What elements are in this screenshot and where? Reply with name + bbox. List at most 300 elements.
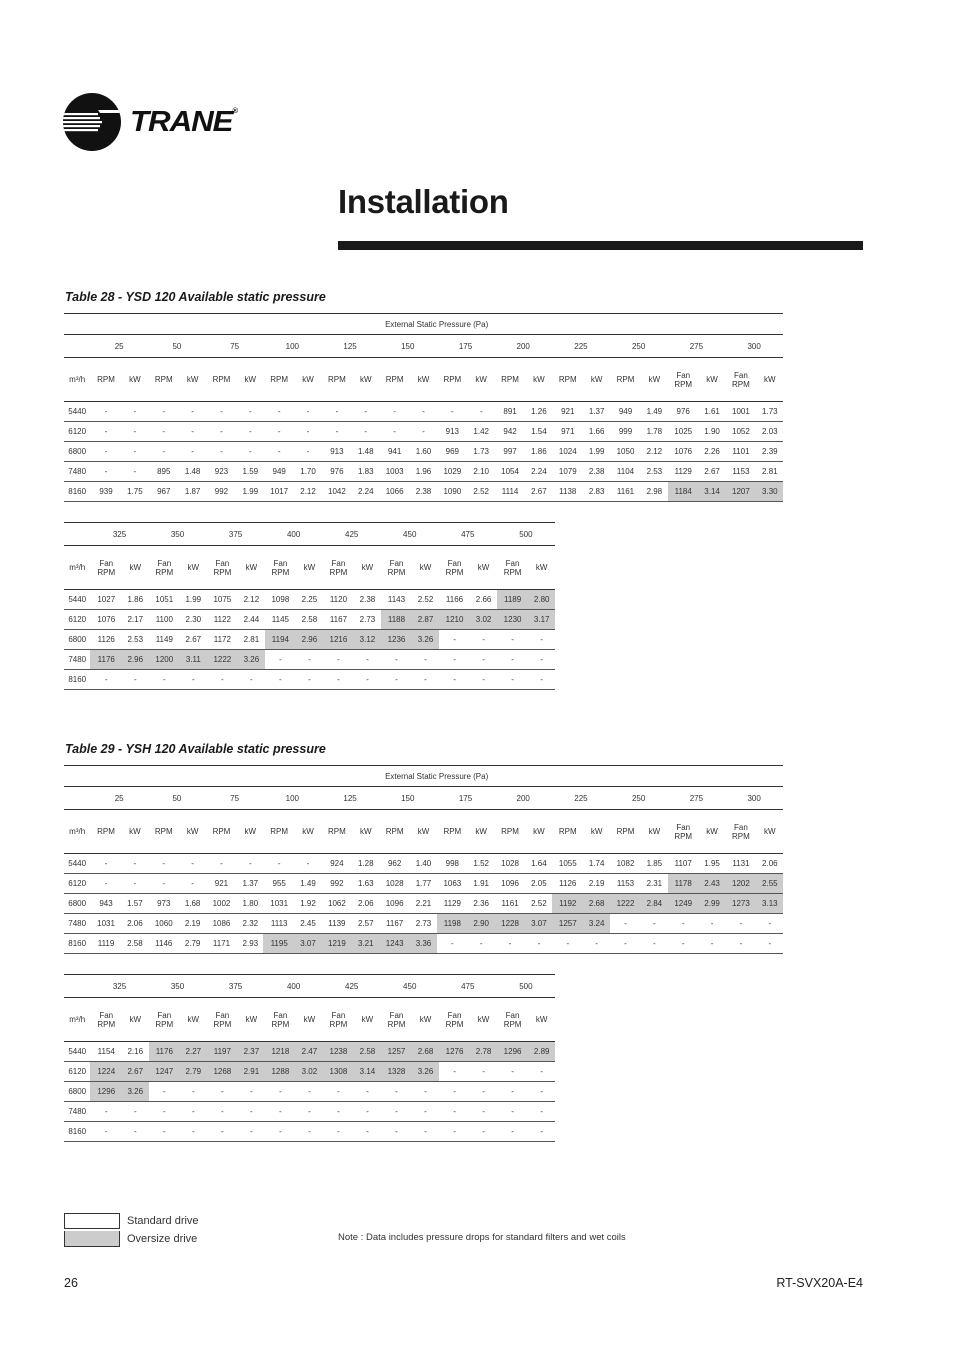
table-row xyxy=(64,482,783,502)
kw-cell: - xyxy=(122,854,148,874)
rpm-label-text: RPM xyxy=(213,567,232,577)
kw-cell: - xyxy=(583,934,609,954)
rpm-cell: 967 xyxy=(148,482,179,502)
fan-label: Fan xyxy=(389,1010,404,1020)
kw-cell: - xyxy=(296,670,322,690)
kw-cell: - xyxy=(295,402,321,422)
rpm-cell: - xyxy=(725,934,756,954)
rpm-cell: 913 xyxy=(437,422,468,442)
rpm-cell: 1098 xyxy=(265,590,297,610)
kw-cell: - xyxy=(470,650,496,670)
rpm-cell: - xyxy=(265,670,297,690)
pressure-label: 425 xyxy=(323,975,381,998)
rpm-cell: 1002 xyxy=(206,894,237,914)
kw-cell: 2.03 xyxy=(757,422,783,442)
kw-cell: 1.52 xyxy=(468,854,494,874)
pressure-label: 50 xyxy=(148,787,206,810)
kw-cell: 3.26 xyxy=(412,1062,438,1082)
pressure-label: 375 xyxy=(207,975,265,998)
kw-label: kW xyxy=(180,998,206,1042)
rpm-cell: - xyxy=(323,650,355,670)
rpm-cell: 941 xyxy=(379,442,410,462)
pressure-label: 150 xyxy=(379,335,437,358)
rpm-cell: - xyxy=(90,422,121,442)
header-spacer xyxy=(64,787,90,810)
rpm-cell: 1003 xyxy=(379,462,410,482)
rpm-cell: 1224 xyxy=(90,1062,122,1082)
kw-cell: 1.70 xyxy=(295,462,321,482)
kw-cell: 1.49 xyxy=(641,402,667,422)
rpm-label: RPM xyxy=(610,810,641,854)
rpm-label-text: RPM xyxy=(155,567,174,577)
rpm-cell: 1122 xyxy=(207,610,239,630)
rpm-cell: - xyxy=(148,442,179,462)
rpm-cell: 921 xyxy=(552,402,583,422)
pressure-header-row xyxy=(64,975,555,998)
rpm-cell: - xyxy=(439,630,471,650)
kw-cell: 2.27 xyxy=(180,1042,206,1062)
kw-cell: 2.55 xyxy=(757,874,783,894)
header-spacer xyxy=(64,335,90,358)
kw-label: kW xyxy=(528,998,555,1042)
kw-cell: - xyxy=(412,1082,438,1102)
fan-label: Fan xyxy=(157,1010,172,1020)
document-code: RT-SVX20A-E4 xyxy=(776,1276,863,1290)
kw-cell: - xyxy=(122,1102,148,1122)
pressure-label: 400 xyxy=(265,523,323,546)
kw-label: kW xyxy=(353,358,379,402)
rpm-cell: 1031 xyxy=(90,914,121,934)
rpm-cell: 1001 xyxy=(725,402,756,422)
kw-cell: - xyxy=(699,914,725,934)
kw-cell: 2.44 xyxy=(238,610,264,630)
rpm-cell: 1113 xyxy=(263,914,294,934)
pressure-label: 225 xyxy=(552,335,610,358)
pressure-header-row xyxy=(64,523,555,546)
rpm-cell: 1143 xyxy=(381,590,413,610)
kw-label: kW xyxy=(583,810,609,854)
rpm-cell: 949 xyxy=(610,402,641,422)
kw-cell: - xyxy=(354,1082,380,1102)
rpm-cell: 1075 xyxy=(207,590,239,610)
airflow-cell: 6800 xyxy=(64,630,90,650)
table-row xyxy=(64,590,555,610)
rpm-label xyxy=(149,998,181,1042)
rpm-cell: - xyxy=(207,1082,239,1102)
table-row xyxy=(64,1042,555,1062)
kw-cell: - xyxy=(295,422,321,442)
kw-cell: 2.73 xyxy=(354,610,380,630)
fan-label: Fan xyxy=(389,558,404,568)
rpm-label-text: RPM xyxy=(271,567,290,577)
kw-cell: - xyxy=(122,422,148,442)
kw-cell: 3.02 xyxy=(470,610,496,630)
rpm-cell: 1120 xyxy=(323,590,355,610)
rpm-label xyxy=(149,546,181,590)
kw-cell: 3.11 xyxy=(180,650,206,670)
rpm-label xyxy=(725,810,756,854)
esp-header-row xyxy=(64,314,783,335)
rpm-label-text: RPM xyxy=(503,1019,522,1029)
header-spacer xyxy=(64,523,90,546)
fan-label: Fan xyxy=(273,1010,288,1020)
kw-cell: 2.37 xyxy=(238,1042,264,1062)
kw-cell: 1.78 xyxy=(641,422,667,442)
rpm-cell: 1171 xyxy=(206,934,237,954)
airflow-unit-label: m³/h xyxy=(64,546,90,590)
kw-cell: 2.05 xyxy=(526,874,552,894)
airflow-cell: 7480 xyxy=(64,462,90,482)
table-28-part-2 xyxy=(64,522,555,690)
table-row xyxy=(64,1062,555,1082)
kw-cell: 2.06 xyxy=(757,854,783,874)
kw-label: kW xyxy=(412,998,438,1042)
rpm-label: RPM xyxy=(321,810,352,854)
kw-cell: - xyxy=(237,422,263,442)
rpm-label xyxy=(90,546,122,590)
rpm-cell: - xyxy=(207,670,239,690)
kw-cell: 1.57 xyxy=(122,894,148,914)
kw-label: kW xyxy=(699,810,725,854)
rpm-label: RPM xyxy=(379,358,410,402)
rpm-label: RPM xyxy=(206,358,237,402)
rpm-cell: - xyxy=(439,1062,471,1082)
rpm-label-text: RPM xyxy=(329,1019,348,1029)
rpm-label-text: RPM xyxy=(97,1019,116,1029)
kw-cell: 2.47 xyxy=(296,1042,322,1062)
kw-cell: 3.30 xyxy=(757,482,783,502)
kw-cell: - xyxy=(412,1122,438,1142)
airflow-cell: 6800 xyxy=(64,894,90,914)
rpm-cell: 992 xyxy=(321,874,352,894)
rpm-label-text: RPM xyxy=(674,831,693,841)
rpm-cell: - xyxy=(90,874,121,894)
kw-cell: 2.58 xyxy=(122,934,148,954)
rpm-cell: 939 xyxy=(90,482,121,502)
kw-label: kW xyxy=(295,358,321,402)
kw-cell: 2.19 xyxy=(179,914,205,934)
kw-cell: 1.28 xyxy=(353,854,379,874)
rpm-cell: - xyxy=(148,402,179,422)
rpm-cell: - xyxy=(497,1062,529,1082)
rpm-cell: 943 xyxy=(90,894,121,914)
rpm-cell: 1031 xyxy=(263,894,294,914)
kw-cell: 2.36 xyxy=(468,894,494,914)
fan-label: Fan xyxy=(331,1010,346,1020)
airflow-cell: 6800 xyxy=(64,442,90,462)
legend-label: Standard drive xyxy=(127,1215,199,1227)
rpm-cell: - xyxy=(439,1082,471,1102)
pressure-label: 150 xyxy=(379,787,437,810)
rpm-cell: 1042 xyxy=(321,482,352,502)
rpm-cell: - xyxy=(207,1122,239,1142)
kw-cell: 3.14 xyxy=(699,482,725,502)
kw-cell: - xyxy=(237,854,263,874)
kw-cell: - xyxy=(470,1082,496,1102)
kw-cell: 2.06 xyxy=(122,914,148,934)
fan-label: Fan xyxy=(734,822,748,832)
kw-cell: - xyxy=(470,670,496,690)
rpm-cell: 1172 xyxy=(207,630,239,650)
kw-cell: 2.99 xyxy=(699,894,725,914)
rpm-cell: 962 xyxy=(379,854,410,874)
kw-cell: 3.21 xyxy=(353,934,379,954)
rpm-cell: 1216 xyxy=(323,630,355,650)
airflow-cell: 6120 xyxy=(64,1062,90,1082)
kw-cell: - xyxy=(122,442,148,462)
rpm-cell: 1222 xyxy=(610,894,641,914)
rpm-cell: 1243 xyxy=(379,934,410,954)
rpm-cell: 924 xyxy=(321,854,352,874)
rpm-cell: 1153 xyxy=(725,462,756,482)
kw-cell: 1.37 xyxy=(237,874,263,894)
rpm-cell: 1076 xyxy=(668,442,699,462)
rpm-cell: 955 xyxy=(263,874,294,894)
kw-cell: 1.90 xyxy=(699,422,725,442)
kw-cell: - xyxy=(180,1122,206,1142)
kw-cell: 3.13 xyxy=(757,894,783,914)
rpm-cell: 923 xyxy=(206,462,237,482)
kw-label: kW xyxy=(122,810,148,854)
kw-label: kW xyxy=(410,810,436,854)
kw-cell: 2.52 xyxy=(526,894,552,914)
kw-label: kW xyxy=(641,358,667,402)
rpm-label: RPM xyxy=(437,810,468,854)
header-spacer xyxy=(64,766,90,787)
kw-label: kW xyxy=(470,546,496,590)
kw-cell: 2.58 xyxy=(354,1042,380,1062)
kw-cell: 1.74 xyxy=(583,854,609,874)
rpm-label: RPM xyxy=(610,358,641,402)
rpm-cell: - xyxy=(725,914,756,934)
rpm-cell: - xyxy=(148,854,179,874)
trane-emblem-icon xyxy=(62,92,122,152)
rpm-cell: - xyxy=(148,422,179,442)
rpm-cell: 1096 xyxy=(379,894,410,914)
kw-label: kW xyxy=(757,810,783,854)
kw-label: kW xyxy=(468,358,494,402)
rpm-cell: 1296 xyxy=(90,1082,122,1102)
kw-cell: - xyxy=(179,854,205,874)
rpm-cell: 913 xyxy=(321,442,352,462)
table-row xyxy=(64,650,555,670)
rpm-label xyxy=(668,810,699,854)
airflow-cell: 6800 xyxy=(64,1082,90,1102)
rpm-cell: 1076 xyxy=(90,610,122,630)
kw-cell: 2.68 xyxy=(583,894,609,914)
rpm-cell: 1257 xyxy=(552,914,583,934)
unit-header-row xyxy=(64,546,555,590)
rpm-cell: - xyxy=(497,1082,529,1102)
rpm-cell: - xyxy=(265,1122,297,1142)
kw-cell: - xyxy=(641,914,667,934)
kw-cell: 2.87 xyxy=(412,610,438,630)
fan-label: Fan xyxy=(331,558,346,568)
kw-cell: 3.14 xyxy=(354,1062,380,1082)
pressure-label: 350 xyxy=(149,975,207,998)
kw-label: kW xyxy=(528,546,555,590)
table-row xyxy=(64,1102,555,1122)
kw-cell: - xyxy=(238,1082,264,1102)
rpm-label: RPM xyxy=(263,810,294,854)
table-row xyxy=(64,670,555,690)
rpm-cell: 1167 xyxy=(379,914,410,934)
esp-header-row xyxy=(64,766,783,787)
standard-drive-swatch xyxy=(64,1213,120,1229)
rpm-cell: 1129 xyxy=(437,894,468,914)
kw-cell: - xyxy=(528,1082,555,1102)
kw-cell: - xyxy=(238,1122,264,1142)
kw-cell: 2.78 xyxy=(470,1042,496,1062)
kw-cell: 2.66 xyxy=(470,590,496,610)
kw-cell: - xyxy=(757,934,783,954)
kw-cell: - xyxy=(354,650,380,670)
pressure-label: 175 xyxy=(437,335,495,358)
rpm-cell: 1176 xyxy=(90,650,122,670)
rpm-label xyxy=(207,546,239,590)
rpm-label xyxy=(439,998,471,1042)
rpm-cell: 1050 xyxy=(610,442,641,462)
kw-label: kW xyxy=(526,358,552,402)
kw-cell: 3.24 xyxy=(583,914,609,934)
rpm-label xyxy=(381,998,413,1042)
pressure-label: 25 xyxy=(90,335,148,358)
rpm-cell: - xyxy=(497,1102,529,1122)
rpm-cell: 895 xyxy=(148,462,179,482)
table-row xyxy=(64,630,555,650)
rpm-cell: 1161 xyxy=(494,894,525,914)
trane-logo xyxy=(62,92,237,152)
fan-label: Fan xyxy=(676,370,691,380)
rpm-cell: 1210 xyxy=(439,610,471,630)
rpm-cell: - xyxy=(263,854,294,874)
rpm-cell: - xyxy=(206,402,237,422)
rpm-cell: - xyxy=(90,854,121,874)
rpm-label: RPM xyxy=(90,358,121,402)
rpm-label-text: RPM xyxy=(155,1019,174,1029)
airflow-unit-label: m³/h xyxy=(64,810,90,854)
airflow-cell: 5440 xyxy=(64,854,90,874)
rpm-cell: - xyxy=(439,650,471,670)
rpm-cell: - xyxy=(263,422,294,442)
kw-label: kW xyxy=(757,358,783,402)
rpm-cell: - xyxy=(439,670,471,690)
rpm-cell: 1138 xyxy=(552,482,583,502)
kw-cell: - xyxy=(122,1122,148,1142)
pressure-label: 300 xyxy=(725,787,783,810)
kw-cell: - xyxy=(354,1122,380,1142)
pressure-header-row xyxy=(64,335,783,358)
kw-cell: 2.32 xyxy=(237,914,263,934)
rpm-cell: 1236 xyxy=(381,630,413,650)
kw-cell: 1.99 xyxy=(237,482,263,502)
kw-cell: 2.79 xyxy=(179,934,205,954)
rpm-cell: - xyxy=(265,650,297,670)
kw-cell: - xyxy=(412,650,438,670)
title-rule xyxy=(338,241,863,250)
kw-cell: 1.80 xyxy=(237,894,263,914)
rpm-cell: - xyxy=(323,670,355,690)
kw-cell: 2.91 xyxy=(238,1062,264,1082)
rpm-cell: 1063 xyxy=(437,874,468,894)
kw-cell: 2.53 xyxy=(641,462,667,482)
pressure-label: 475 xyxy=(439,975,497,998)
rpm-label: RPM xyxy=(321,358,352,402)
kw-cell: 1.68 xyxy=(179,894,205,914)
rpm-cell: - xyxy=(610,914,641,934)
kw-cell: 2.52 xyxy=(468,482,494,502)
pressure-label: 500 xyxy=(497,975,555,998)
kw-cell: 1.99 xyxy=(180,590,206,610)
rpm-cell: 1188 xyxy=(381,610,413,630)
pressure-label: 400 xyxy=(265,975,323,998)
kw-cell: 1.75 xyxy=(122,482,148,502)
kw-cell: 2.80 xyxy=(528,590,555,610)
airflow-unit-label: m³/h xyxy=(64,358,90,402)
kw-cell: 2.90 xyxy=(468,914,494,934)
airflow-cell: 7480 xyxy=(64,1102,90,1122)
fan-label: Fan xyxy=(676,822,691,832)
rpm-cell: - xyxy=(381,650,413,670)
rpm-cell: 1257 xyxy=(381,1042,413,1062)
rpm-cell: 1086 xyxy=(206,914,237,934)
table-row xyxy=(64,934,783,954)
fan-label: Fan xyxy=(447,1010,462,1020)
rpm-cell: 1195 xyxy=(263,934,294,954)
unit-header-row xyxy=(64,998,555,1042)
kw-cell: 2.25 xyxy=(296,590,322,610)
pressure-label: 200 xyxy=(494,335,552,358)
rpm-cell: 976 xyxy=(321,462,352,482)
pressure-label: 275 xyxy=(668,787,726,810)
rpm-cell: - xyxy=(263,402,294,422)
kw-cell: 2.19 xyxy=(583,874,609,894)
rpm-cell: - xyxy=(265,1082,297,1102)
kw-cell: 2.84 xyxy=(641,894,667,914)
rpm-label: RPM xyxy=(90,810,121,854)
rpm-cell: 1202 xyxy=(725,874,756,894)
kw-cell: - xyxy=(412,670,438,690)
rpm-cell: 998 xyxy=(437,854,468,874)
pressure-label: 500 xyxy=(497,523,555,546)
kw-cell: 2.89 xyxy=(528,1042,555,1062)
kw-cell: 1.40 xyxy=(410,854,436,874)
rpm-cell: 971 xyxy=(552,422,583,442)
kw-cell: - xyxy=(296,1102,322,1122)
rpm-label-text: RPM xyxy=(387,567,406,577)
rpm-label: RPM xyxy=(263,358,294,402)
kw-cell: 3.07 xyxy=(295,934,321,954)
rpm-cell: - xyxy=(149,1082,181,1102)
kw-cell: - xyxy=(180,1102,206,1122)
rpm-cell: 1101 xyxy=(725,442,756,462)
rpm-cell: 1228 xyxy=(494,914,525,934)
kw-cell: 2.06 xyxy=(353,894,379,914)
kw-cell: 2.12 xyxy=(295,482,321,502)
header-spacer xyxy=(64,314,90,335)
kw-cell: 1.91 xyxy=(468,874,494,894)
rpm-label: RPM xyxy=(552,358,583,402)
rpm-label-text: RPM xyxy=(97,567,116,577)
rpm-cell: 942 xyxy=(494,422,525,442)
rpm-cell: 1104 xyxy=(610,462,641,482)
rpm-cell: - xyxy=(323,1082,355,1102)
kw-cell: 2.26 xyxy=(699,442,725,462)
rpm-cell: - xyxy=(90,462,121,482)
pressure-label: 275 xyxy=(668,335,726,358)
rpm-label xyxy=(497,546,529,590)
rpm-cell: 1066 xyxy=(379,482,410,502)
